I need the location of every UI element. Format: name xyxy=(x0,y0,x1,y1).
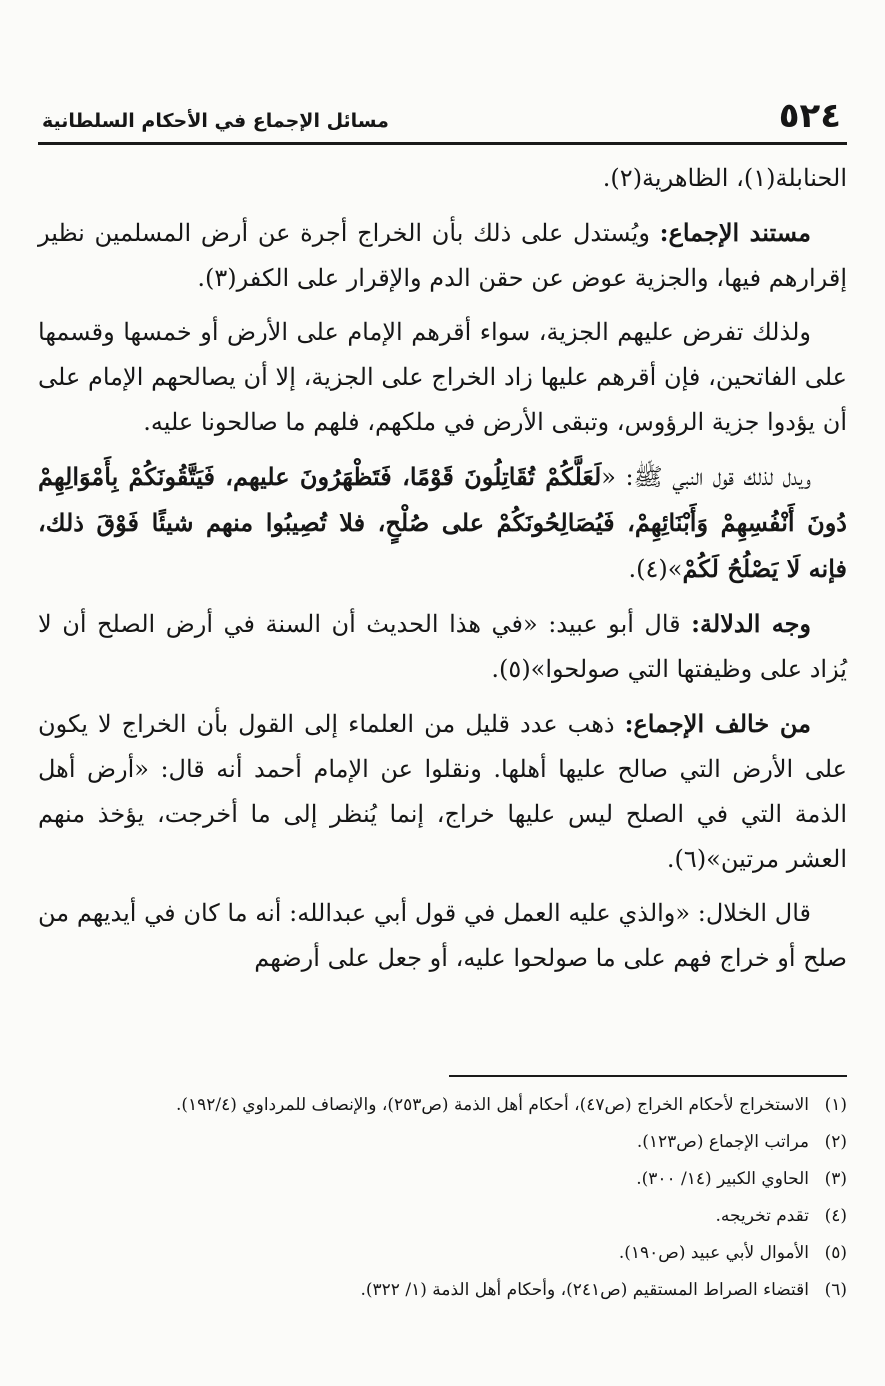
paragraph xyxy=(38,156,847,201)
section-term: مستند الإجماع: xyxy=(659,218,811,247)
paragraph-text: الحنابلة(١)، الظاهرية(٢). xyxy=(602,164,847,192)
footnotes xyxy=(38,1090,847,1312)
footnote-text: الحاوي الكبير (١٤/ ٣٠٠). xyxy=(636,1169,809,1189)
paragraph-text: قال الخلال: «والذي عليه العمل في قول أبي عبدالله: أنه ما كان في أيديهم من صلح أو خراج فهم على ما صولحوا عليه، أو جعل على أرضهم xyxy=(38,899,847,972)
paragraph xyxy=(38,310,847,445)
paragraph xyxy=(38,891,847,981)
section-term: من خالف الإجماع: xyxy=(624,709,812,738)
footnote-text: تقدم تخريجه. xyxy=(715,1206,809,1226)
footnote-number: (٥) xyxy=(824,1243,847,1263)
hadith-text: لَعَلَّكُمْ تُقَاتِلُونَ قَوْمًا، فَتَظْهَرُونَ عليهم، فَيَتَّقُونَكُمْ بِأَمْوَالِهِمْ دُونَ أَنْفُسِهِمْ وَأَبْنَائِهِمْ، فَيُصَالِحُونَكُمْ على صُلْحٍ، فلا تُصِيبُوا منهم شيئًا فَوْقَ ذلك، فإنه لَا يَصْلُحُ لَكُمْ xyxy=(38,462,847,583)
page-number: ٥٢٤ xyxy=(778,96,841,136)
paragraph xyxy=(38,601,847,692)
footnote xyxy=(38,1127,847,1158)
footnote-text: الأموال لأبي عبيد (ص١٩٠). xyxy=(618,1243,809,1263)
footnote-text: الاستخراج لأحكام الخراج (ص٤٧)، أحكام أهل الذمة (ص٢٥٣)، والإنصاف للمرداوي (١٩٢/٤). xyxy=(175,1095,809,1115)
footnote xyxy=(38,1164,847,1195)
hadith-outro: »(٤). xyxy=(628,555,683,583)
footnote-separator xyxy=(449,1075,847,1077)
paragraph xyxy=(38,210,847,301)
footnote-text: مراتب الإجماع (ص١٢٣). xyxy=(636,1132,809,1152)
footnote-text: اقتضاء الصراط المستقيم (ص٢٤١)، وأحكام أهل الذمة (١/ ٣٢٢). xyxy=(360,1280,809,1300)
footnote xyxy=(38,1201,847,1232)
footnote-number: (٤) xyxy=(824,1206,847,1226)
paragraph xyxy=(38,454,847,592)
main-text xyxy=(38,156,847,990)
footnote-number: (٢) xyxy=(824,1132,847,1152)
paragraph-text: ذهب عدد قليل من العلماء إلى القول بأن الخراج لا يكون على الأرض التي صالح عليها أهلها. ونقلوا عن الإمام أحمد أنه قال: «أرض أهل الذمة التي في الصلح ليس عليها خراج، إنما يُنظر إلى ما أخرجت، يؤخذ منهم العشر مرتين»(٦). xyxy=(38,710,847,873)
footnote-number: (٦) xyxy=(824,1280,847,1300)
page-header xyxy=(38,86,847,145)
footnote xyxy=(38,1238,847,1269)
paragraph xyxy=(38,701,847,882)
footnote xyxy=(38,1090,847,1121)
paragraph-text: ولذلك تفرض عليهم الجزية، سواء أقرهم الإمام على الأرض أو خمسها وقسمها على الفاتحين، فإن أقرهم عليها زاد الخراج على الجزية، إلا أن يصالحهم الإمام على أن يؤدوا جزية الرؤوس، وتبقى الأرض في ملكهم، فلهم ما صالحونا عليه. xyxy=(38,318,848,436)
footnote-number: (١) xyxy=(824,1095,847,1115)
hadith-intro: ويدل لذلك قول النبي ﷺ: « xyxy=(601,463,811,491)
paragraph-text: قال أبو عبيد: «في هذا الحديث أن السنة في أرض الصلح أن لا يُزاد على وظيفتها التي صولحوا»(٥). xyxy=(38,610,847,683)
running-title: مسائل الإجماع في الأحكام السلطانية xyxy=(42,110,389,132)
section-term: وجه الدلالة: xyxy=(691,609,811,638)
footnote-number: (٣) xyxy=(824,1169,847,1189)
paragraph-text: ويُستدل على ذلك بأن الخراج أجرة عن أرض المسلمين نظير إقرارهم فيها، والجزية عوض عن حقن الدم والإقرار على الكفر(٣). xyxy=(38,219,847,292)
footnote xyxy=(38,1275,847,1306)
